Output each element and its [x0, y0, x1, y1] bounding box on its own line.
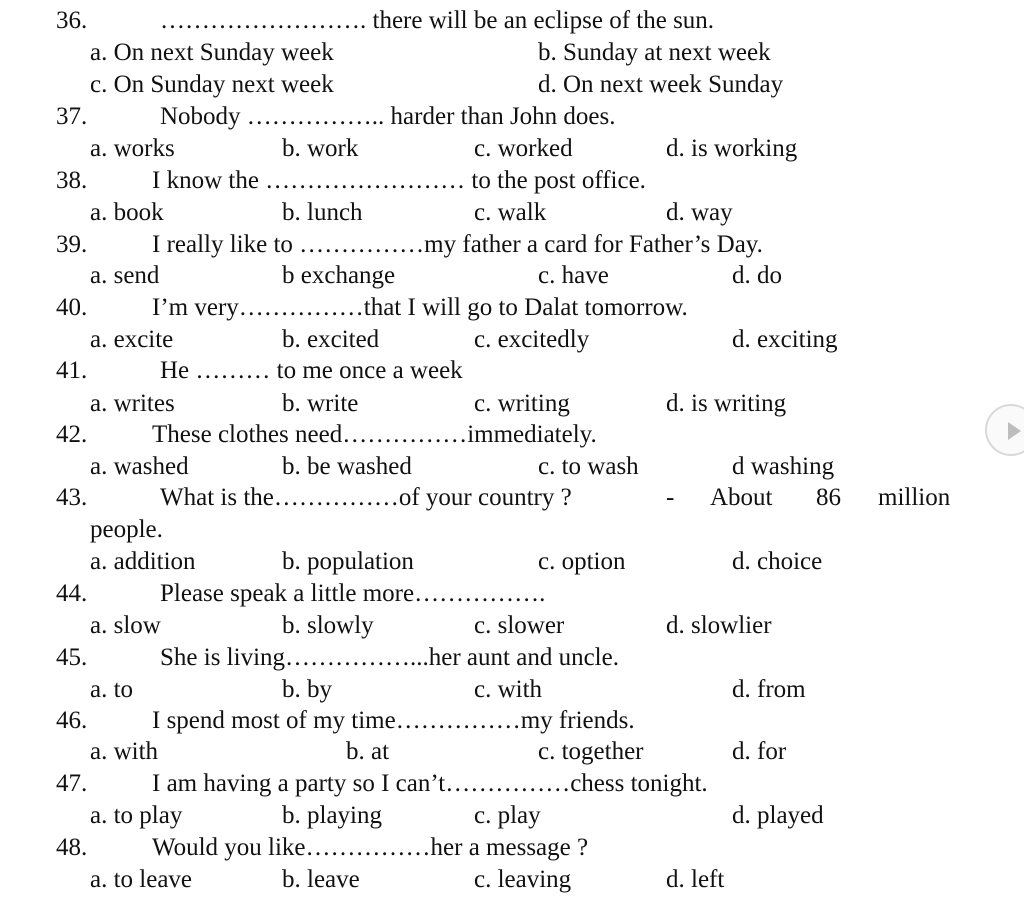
option-a: a. send [90, 262, 160, 289]
stem-word: 86 [816, 484, 841, 511]
option-c: c. writing [474, 390, 570, 417]
question-number: 40. [56, 294, 88, 321]
option-d: d. slowlier [666, 612, 772, 639]
option-b: b. playing [282, 802, 382, 829]
option-b: b. excited [282, 326, 380, 353]
option-c: c. On Sunday next week [90, 71, 334, 98]
option-c: c. together [538, 738, 644, 765]
option-c: c. to wash [538, 453, 639, 480]
option-a: a. washed [90, 453, 189, 480]
option-c: c. option [538, 548, 626, 575]
question-number: 38. [56, 167, 88, 194]
question-stem: I’m very……………that I will go to Dalat tomorrow. [152, 294, 688, 321]
option-b: b. at [346, 738, 390, 765]
question-stem: She is living……………...her aunt and uncle. [160, 644, 619, 671]
question-number: 37. [56, 103, 88, 130]
option-b: b. work [282, 135, 359, 162]
question-stem: I am having a party so I can’t……………chess tonight. [152, 770, 708, 797]
question-stem: Would you like……………her a message ? [152, 834, 589, 861]
option-d: d. On next week Sunday [538, 71, 784, 98]
option-a: a. book [90, 199, 164, 226]
option-d: d. way [666, 199, 733, 226]
option-a: a. writes [90, 390, 175, 417]
question-stem: I really like to ……………my father a card for Father’s Day. [152, 231, 763, 258]
question-number: 44. [56, 580, 88, 607]
question-stem: I spend most of my time……………my friends. [152, 707, 635, 734]
option-c: c. have [538, 262, 609, 289]
option-d: d. is working [666, 135, 798, 162]
stem-word: About [710, 484, 773, 511]
question-43 [56, 482, 976, 514]
option-c: c. play [474, 802, 541, 829]
question-number: 47. [56, 770, 88, 797]
option-c: c. slower [474, 612, 565, 639]
option-d: d. choice [732, 548, 823, 575]
question-stem: ……………………. there will be an eclipse of the sun. [160, 7, 715, 34]
question-stem-continuation: people. [90, 516, 163, 543]
stem-dash: - [666, 484, 675, 511]
option-d: d washing [732, 453, 835, 480]
question-number: 39. [56, 231, 88, 258]
play-icon [1008, 422, 1021, 440]
option-a: a. addition [90, 548, 196, 575]
option-b: b. population [282, 548, 414, 575]
option-b: b. lunch [282, 199, 363, 226]
question-stem: He ……… to me once a week [160, 357, 463, 384]
option-d: d. from [732, 676, 806, 703]
question-number: 46. [56, 707, 88, 734]
option-a: a. On next Sunday week [90, 39, 334, 66]
option-a: a. slow [90, 612, 161, 639]
option-a: a. works [90, 135, 175, 162]
option-a: a. with [90, 738, 159, 765]
question-number: 45. [56, 644, 88, 671]
option-d: d. is writing [666, 390, 787, 417]
option-c: c. worked [474, 135, 573, 162]
option-a: a. to play [90, 802, 183, 829]
option-d: d. played [732, 802, 824, 829]
question-stem: Please speak a little more……………. [160, 580, 546, 607]
question-stem: What is the……………of your country ? [160, 484, 572, 511]
option-c: c. leaving [474, 866, 572, 893]
option-b: b exchange [282, 262, 396, 289]
option-d: d. left [666, 866, 725, 893]
question-number: 41. [56, 357, 88, 384]
option-b: b. Sunday at next week [538, 39, 771, 66]
question-stem: Nobody …………….. harder than John does. [160, 103, 616, 130]
option-d: d. do [732, 262, 782, 289]
question-number: 48. [56, 834, 88, 861]
option-c: c. with [474, 676, 543, 703]
play-button[interactable] [985, 404, 1024, 456]
option-b: b. be washed [282, 453, 412, 480]
question-number: 36. [56, 7, 88, 34]
option-a: a. to leave [90, 866, 193, 893]
question-stem: These clothes need……………immediately. [152, 421, 597, 448]
option-b: b. slowly [282, 612, 374, 639]
option-c: c. walk [474, 199, 547, 226]
stem-word: million [878, 484, 951, 511]
option-a: a. to [90, 676, 134, 703]
question-number: 42. [56, 421, 88, 448]
question-number: 43. [56, 484, 88, 511]
option-b: b. leave [282, 866, 360, 893]
question-stem: I know the …………………… to the post office. [152, 167, 646, 194]
option-d: d. for [732, 738, 787, 765]
option-c: c. excitedly [474, 326, 590, 353]
option-d: d. exciting [732, 326, 838, 353]
option-b: b. write [282, 390, 359, 417]
option-b: b. by [282, 676, 332, 703]
option-a: a. excite [90, 326, 174, 353]
